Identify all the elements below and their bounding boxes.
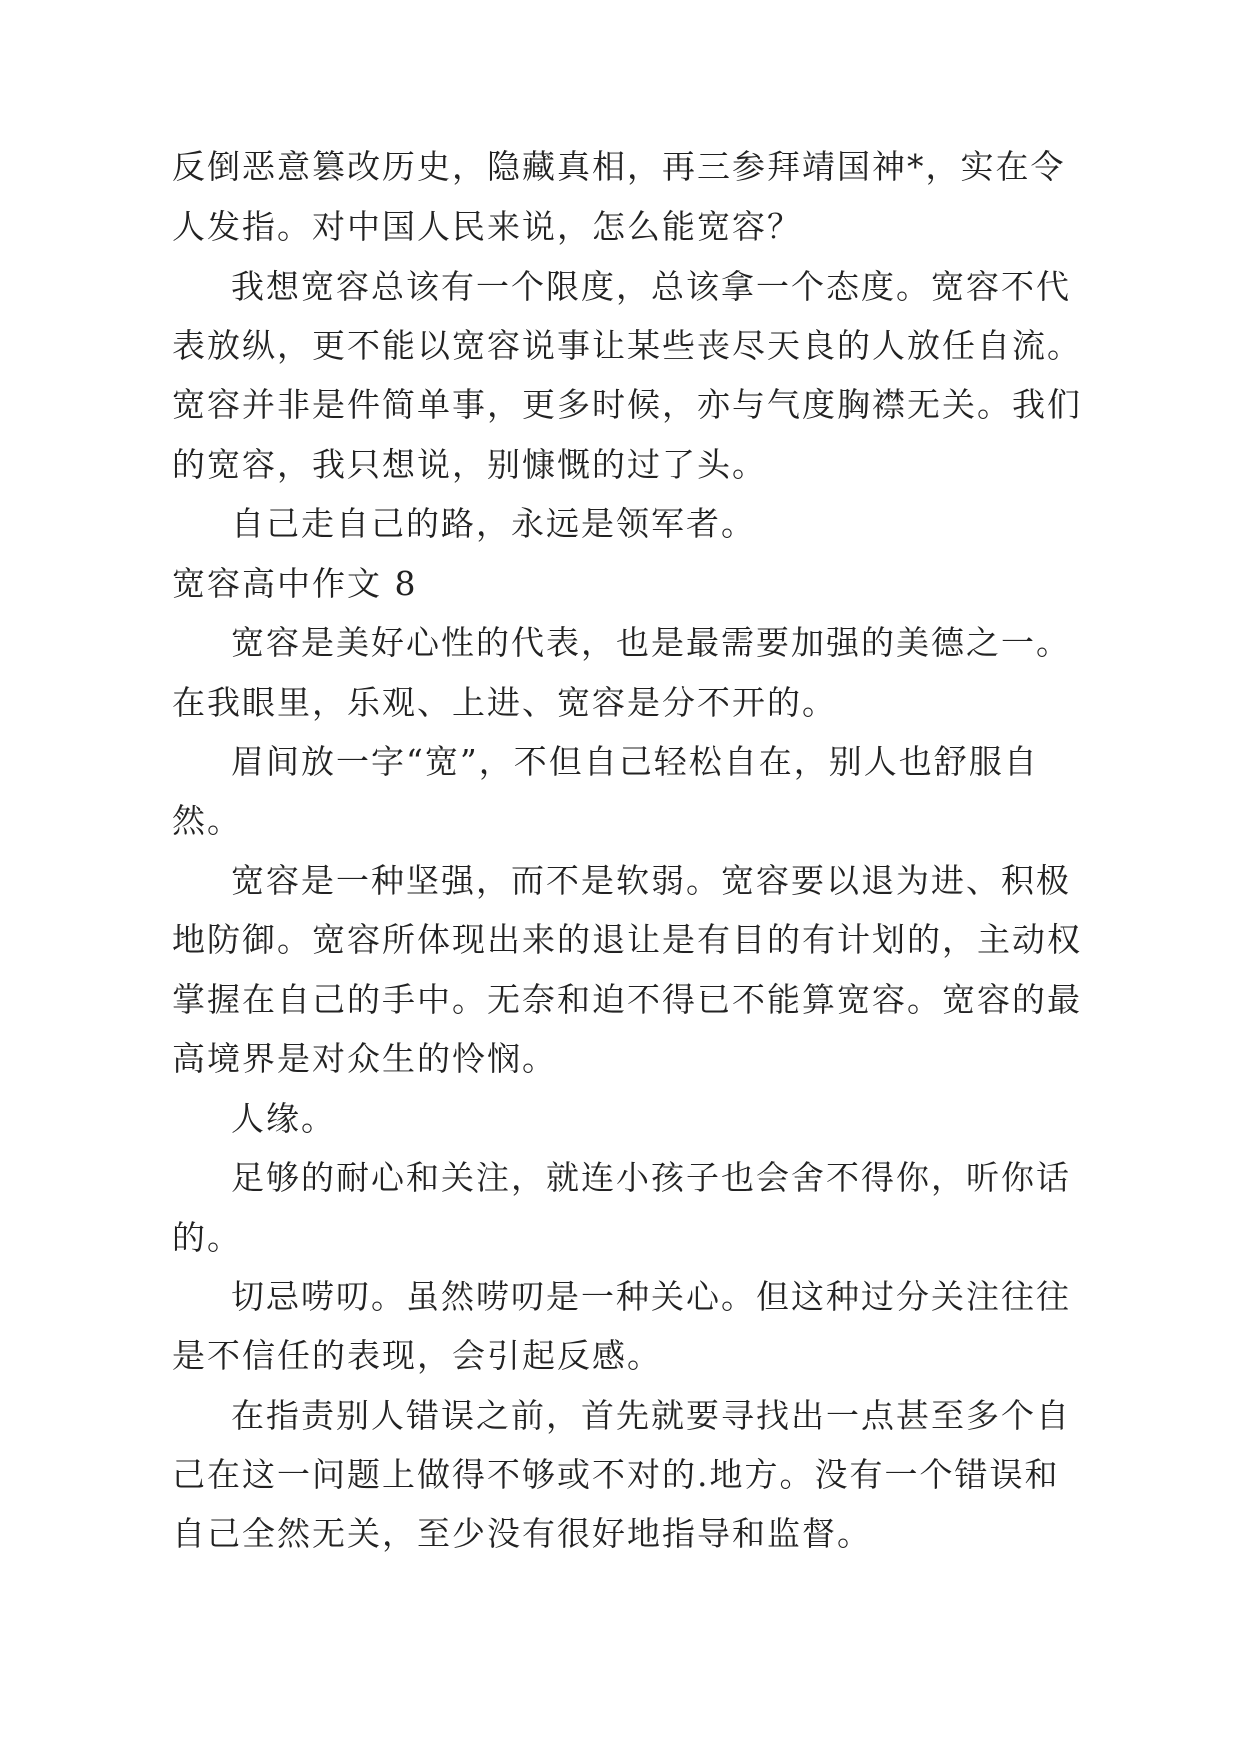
text-line: 自己走自己的路，永远是领军者。: [231, 504, 756, 543]
section-heading: 宽容高中作文 8: [172, 564, 418, 603]
text-line: 在我眼里，乐观、上进、宽容是分不开的。: [172, 683, 837, 722]
text-line: 足够的耐心和关注，就连小孩子也会舍不得你，听你话: [231, 1158, 1071, 1197]
text-line: 切忌唠叨。虽然唠叨是一种关心。但这种过分关注往往: [231, 1277, 1071, 1316]
text-line: 表放纵，更不能以宽容说事让某些丧尽天良的人放任自流。: [172, 326, 1082, 365]
text-line: 自己全然无关，至少没有很好地指导和监督。: [172, 1514, 872, 1553]
text-line: 宽容是一种坚强，而不是软弱。宽容要以退为进、积极: [231, 861, 1071, 900]
text-line: 人发指。对中国人民来说，怎么能宽容？: [172, 207, 802, 246]
text-line: 在指责别人错误之前，首先就要寻找出一点甚至多个自: [231, 1396, 1071, 1435]
text-line: 己在这一问题上做得不够或不对的.地方。没有一个错误和: [172, 1455, 1060, 1494]
text-line: 宽容是美好心性的代表，也是最需要加强的美德之一。: [231, 623, 1071, 662]
text-line: 是不信任的表现，会引起反感。: [172, 1336, 662, 1375]
text-line: 的宽容，我只想说，别慷慨的过了头。: [172, 445, 767, 484]
text-line: 然。: [172, 801, 242, 840]
text-line: 宽容并非是件简单事，更多时候，亦与气度胸襟无关。我们: [172, 385, 1082, 424]
text-line: 我想宽容总该有一个限度，总该拿一个态度。宽容不代: [231, 267, 1071, 306]
text-line: 掌握在自己的手中。无奈和迫不得已不能算宽容。宽容的最: [172, 980, 1082, 1019]
text-line: 人缘。: [231, 1099, 336, 1138]
text-line: 高境界是对众生的怜悯。: [172, 1039, 557, 1078]
text-line: 地防御。宽容所体现出来的退让是有目的有计划的，主动权: [172, 920, 1082, 959]
text-line: 反倒恶意篡改历史，隐藏真相，再三参拜靖国神*，实在令: [172, 147, 1066, 186]
text-line: 的。: [172, 1218, 242, 1257]
text-line: 眉间放一字“宽”，不但自己轻松自在，别人也舒服自: [231, 742, 1039, 781]
